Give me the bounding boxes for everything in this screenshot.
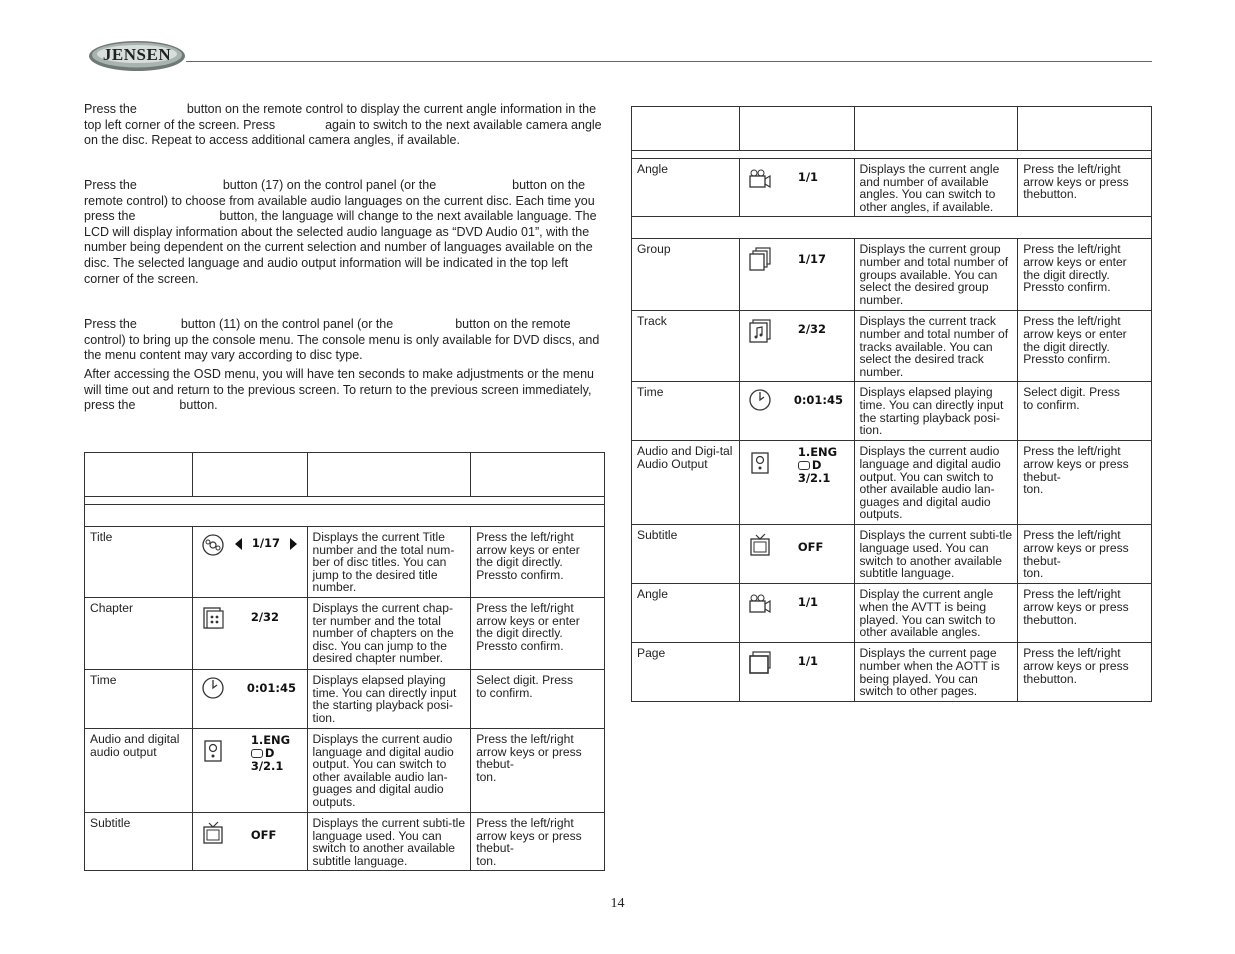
row-operation: Press the left/right arrow keys or press thebutton. [1018,584,1152,643]
chapter-icon [201,606,225,630]
row-value: 0:01:45 [793,393,844,408]
row-description: Displays the current subti-tle language used. You can switch to another available subtitle language. [854,525,1018,584]
row-label: Subtitle [632,525,740,584]
row-label: Group [632,239,740,311]
row-value: 1/17 [251,536,281,550]
row-operation: Select digit. Press to confirm. [1018,382,1152,441]
row-operation: Press the left/right arrow keys or press thebutton. [1018,643,1152,701]
table-row [85,813,605,871]
timeout-paragraph: After accessing the OSD menu, you will have ten seconds to make adjustments or the menu will time out and return to the previous screen. To return to the previous screen immediately, press the button. [84,367,594,413]
row-operation: Press the left/right arrow keys or press thebut- ton. [471,729,605,813]
row-operation: Press the left/right arrow keys or press thebut- ton. [471,813,605,871]
row-description: Display the current angle when the AVTT is being played. You can switch to other available angles. [854,584,1018,643]
tv-icon [201,821,225,845]
page-number: 14 [610,896,625,911]
header-rule [186,61,1152,62]
table-row [85,670,605,729]
table-header-row [632,107,1152,151]
row-operation: Press the left/right arrow keys or enter the digit directly. Pressto confirm. [1018,239,1152,311]
arrow-left-icon [235,538,242,550]
clock-icon [201,676,225,700]
row-operation: Press the left/right arrow keys or enter the digit directly. Pressto confirm. [471,598,605,670]
row-label: Angle [632,159,740,217]
row-label: Audio and Digi-tal Audio Output [632,441,740,525]
row-operation: Press the left/right arrow keys or press thebut- ton. [1018,441,1152,525]
track-icon [748,319,772,343]
row-value: OFF [797,540,824,555]
dolby-icon [798,461,810,470]
row-description: Displays elapsed playing time. You can directly input the starting playback posi-tion. [854,382,1018,441]
camera-icon [748,167,772,191]
row-label: Time [85,670,193,729]
row-description: Displays the current page number when the AOTT is being played. You can switch to other pages. [854,643,1018,701]
speaker-icon [748,451,772,475]
table-row [632,584,1152,643]
table-row [632,643,1152,701]
table-row [632,382,1152,441]
audio-paragraph: Press the button (17) on the control panel (or the button on the remote control) to choose from available audio languages on the current disc. Each time you press the button, the language will change to the next available language. The LCD will display information about the selected audio language as “DVD Audio 01”, with the number being dependent on the current selection and number of languages available on the disc. The selected language and audio output information will be indicated in the top left corner of the screen. [84,178,597,286]
disc-osd-table [631,106,1152,702]
row-description: Displays the current chap-ter number and the total number of chapters on the disc. You can jump to the desired chapter number. [307,598,471,670]
logo-text: JENSEN [102,45,172,64]
row-label: Subtitle [85,813,193,871]
row-description: Displays the current group number and total number of groups available. You can select the desired group number. [854,239,1018,311]
table-row [85,527,605,598]
row-operation: Press the left/right arrow keys or enter the digit directly. Pressto confirm. [471,527,605,598]
row-description: Displays elapsed playing time. You can directly input the starting playback posi-tion. [307,670,471,729]
row-value: 2/32 [797,322,827,337]
dolby-icon [251,749,263,758]
row-value: 1/1 [797,595,819,610]
row-description: Displays the current subti-tle language used. You can switch to another available subtitle language. [307,813,471,871]
dvd-osd-table [84,452,605,871]
arrow-right-icon [290,538,297,550]
table-section-row [632,217,1152,239]
row-value: 2/32 [250,610,280,624]
camera-icon [748,592,772,616]
speaker-icon [201,739,225,763]
table-row: Audio and Digi-tal Audio Output 1.ENG D 3/2.1 Displays the current audio language and digital audio output. You can switch to other available audio lan-guages and digital audio outputs. Press the left/right arrow keys or press thebut- ton. [632,441,1152,525]
row-description: Displays the current audio language and digital audio output. You can switch to other available audio lan-guages and digital audio outputs. [307,729,471,813]
row-description: Displays the current track number and total number of tracks available. You can select the desired track number. [854,311,1018,382]
row-label: Track [632,311,740,382]
row-description: Displays the current audio language and digital audio output. You can switch to other available audio lan-guages and digital audio outputs. [854,441,1018,525]
table-row [632,159,1152,217]
table-row: Audio and digital audio output 1.ENG D 3/2.1 Displays the current audio language and digital audio output. You can switch to other available audio lan-guages and digital audio outputs. Press the left/right arrow keys or press thebut- ton. [85,729,605,813]
row-description: Displays the current Title number and the total num-ber of disc titles. You can jump to the desired title number. [307,527,471,598]
jensen-logo [88,40,186,72]
row-label: Angle [632,584,740,643]
row-operation: Press the left/right arrow keys or press thebut- ton. [1018,525,1152,584]
row-label: Chapter [85,598,193,670]
row-label: Title [85,527,193,598]
osd-paragraph: Press the button (11) on the control panel (or the button on the remote control) to bring up the console menu. The console menu is only available for DVD discs, and the menu content may vary according to disc type. [84,317,600,363]
table-section-row [85,505,605,527]
table-row [85,598,605,670]
table-row [632,311,1152,382]
row-operation: Press the left/right arrow keys or press thebutton. [1018,159,1152,217]
row-label: Time [632,382,740,441]
row-value: 0:01:45 [246,681,297,695]
group-icon [748,247,772,271]
row-value: 1/1 [797,170,819,184]
row-value: OFF [250,828,277,842]
disc-icon [201,533,225,557]
row-operation: Select digit. Press to confirm. [471,670,605,729]
table-header-row [85,453,605,497]
row-label: Audio and digital audio output [85,729,193,813]
tv-icon [748,533,772,557]
row-value: 1/17 [797,252,827,267]
row-description: Displays the current angle and number of available angles. You can switch to other angles, if available. [854,159,1018,217]
table-row [632,239,1152,311]
row-value: 1/1 [797,654,819,669]
row-label: Page [632,643,740,701]
table-row [632,525,1152,584]
angle-paragraph: Press the button on the remote control to display the current angle information in the top left corner of the screen. Press again to switch to the next available camera angle on the disc. Repeat to access additional camera angles, if available. [84,102,602,148]
page-icon [748,651,772,675]
row-operation: Press the left/right arrow keys or enter the digit directly. Pressto confirm. [1018,311,1152,382]
clock-icon [748,388,772,412]
